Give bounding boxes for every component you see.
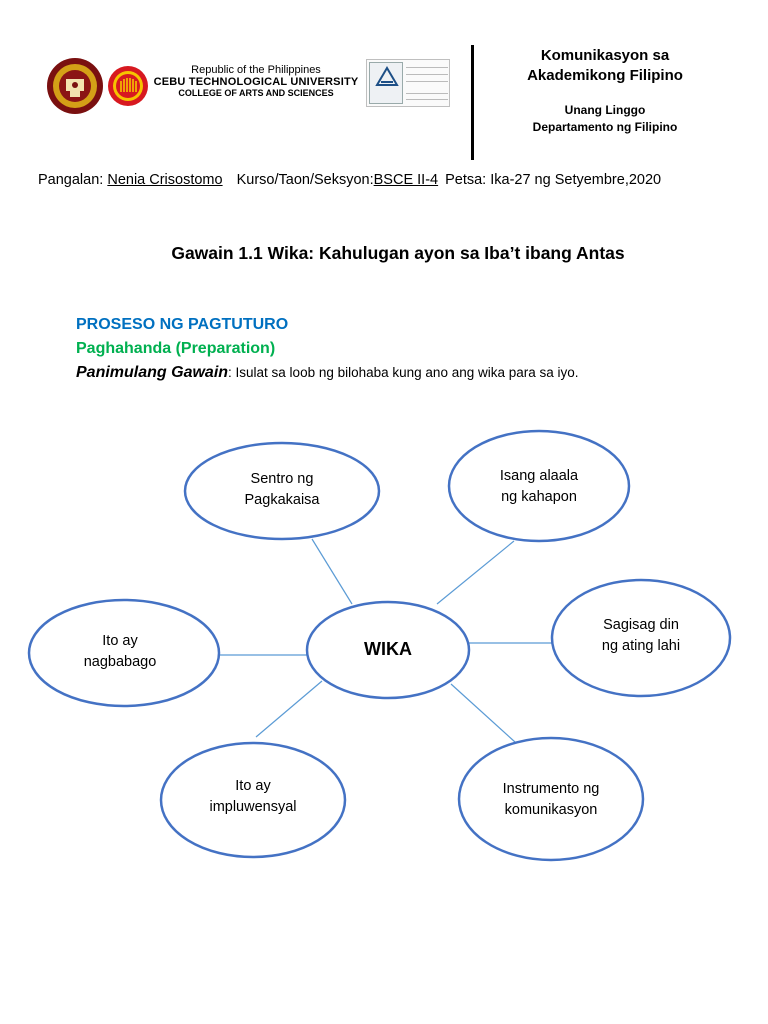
node-line: ng ating lahi bbox=[601, 638, 681, 654]
node-line: Sentro ng bbox=[250, 471, 314, 487]
node-nagbabago-label bbox=[45, 631, 195, 673]
center-node-label: WIKA bbox=[364, 639, 412, 659]
paghahanda-heading: Paghahanda (Preparation) bbox=[76, 340, 276, 357]
connector-line bbox=[256, 681, 322, 737]
connector-line bbox=[437, 541, 514, 604]
node-line: ng kahapon bbox=[501, 489, 577, 505]
college-name: COLLEGE OF ARTS AND SCIENCES bbox=[178, 88, 334, 98]
node-line: Isang alaala bbox=[499, 468, 579, 484]
node-line: Pagkakaisa bbox=[244, 492, 320, 508]
course-label: Kurso/Taon/Seksyon: bbox=[236, 172, 374, 188]
node-impluwensyal-label bbox=[168, 776, 338, 818]
date-label: Petsa: Ika-27 ng Setyembre,2020 bbox=[445, 172, 662, 188]
node-line: komunikasyon bbox=[504, 802, 598, 818]
activity-title: Gawain 1.1 Wika: Kahulugan ayon sa Iba’t ibang Antas bbox=[171, 243, 625, 263]
node-line: impluwensyal bbox=[209, 799, 297, 815]
name-label: Pangalan: bbox=[38, 172, 108, 188]
proseso-heading: PROSESO NG PAGTUTURO bbox=[76, 316, 289, 333]
name-value: Nenia Crisostomo bbox=[107, 172, 223, 188]
node-line: Ito ay bbox=[102, 633, 138, 649]
node-instrumento-label bbox=[466, 779, 636, 821]
node-sentro-label bbox=[197, 469, 367, 511]
node-sagisag-label bbox=[556, 615, 726, 657]
course-title-line1: Komunikasyon sa bbox=[540, 47, 670, 64]
republic-line: Republic of the Philippines bbox=[191, 64, 321, 76]
course-value: BSCE II-4 bbox=[373, 172, 439, 188]
department-label: Departamento ng Filipino bbox=[532, 120, 678, 134]
node-line: Ito ay bbox=[235, 778, 271, 794]
node-line: Sagisag din bbox=[603, 617, 679, 633]
node-line: nagbabago bbox=[83, 654, 157, 670]
week-label: Unang Linggo bbox=[564, 103, 646, 117]
university-name: CEBU TECHNOLOGICAL UNIVERSITY bbox=[153, 76, 359, 88]
course-title-line2: Akademikong Filipino bbox=[527, 67, 683, 84]
panimula-label: Panimulang Gawain bbox=[76, 364, 229, 381]
panimula-text: : Isulat sa loob ng bilohaba kung ano ang wika para sa iyo. bbox=[228, 365, 579, 380]
connector-line bbox=[451, 684, 515, 742]
node-alaala-label bbox=[454, 466, 624, 508]
connector-line bbox=[312, 539, 352, 604]
node-line: Instrumento ng bbox=[502, 781, 600, 797]
